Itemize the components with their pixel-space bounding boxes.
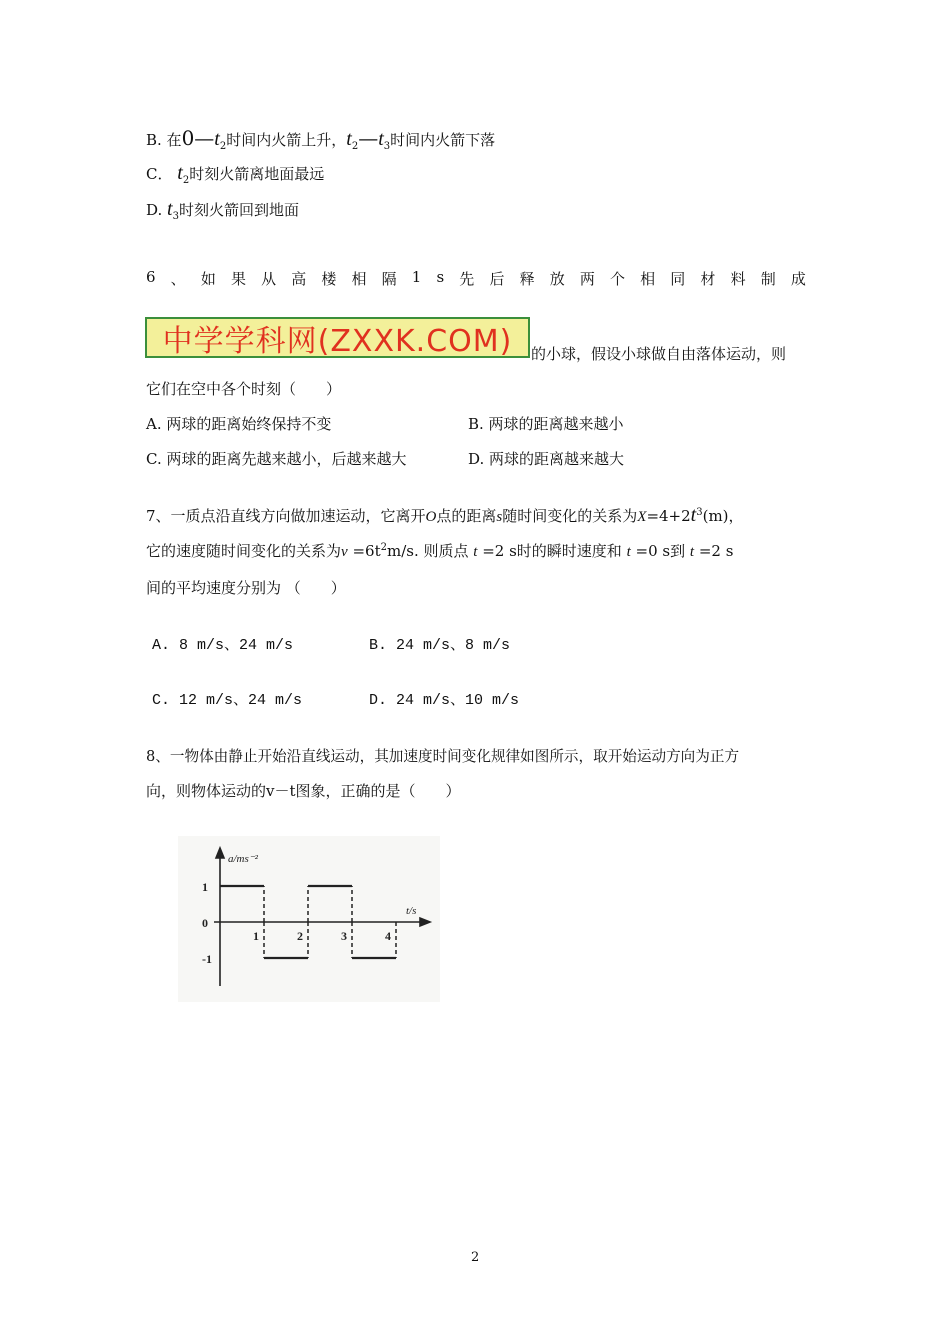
q6-stem-char: 如 bbox=[200, 270, 216, 288]
q6-stem-char: 相 bbox=[351, 270, 367, 288]
q7-stem-line3: 间的平均速度分别为 （ ） bbox=[146, 579, 346, 597]
x-axis-arrow bbox=[420, 918, 430, 926]
q6-stem-char: 从 bbox=[261, 270, 277, 288]
q6-stem-char: 1 bbox=[411, 268, 422, 286]
q7-option-a: A. 8 m/s、24 m/s bbox=[152, 637, 294, 654]
q6-stem-char: 6 bbox=[146, 268, 156, 286]
q7-option-d: D. 24 m/s、10 m/s bbox=[369, 692, 520, 709]
q8-stem-line1: 8、一物体由静止开始沿直线运动，其加速度时间变化规律如图所示，取开始运动方向为正方 bbox=[146, 748, 740, 765]
y-tick-label: -1 bbox=[202, 952, 212, 966]
q8-stem-line2: 向，则物体运动的v－t图象，正确的是（ ） bbox=[146, 782, 461, 800]
q7-stem-line1: 7、一质点沿直线方向做加速运动，它离开O点的距离s随时间变化的关系为$X=4+2t^3(m)$， bbox=[146, 504, 744, 526]
q5-option-d: D. $t_3$时刻火箭回到地面 bbox=[146, 198, 299, 222]
q7-option-c: C. 12 m/s、24 m/s bbox=[152, 692, 303, 709]
q6-stem-char: 成 bbox=[790, 270, 806, 288]
q5-option-c: C． $t_2$时刻火箭离地面最远 bbox=[146, 162, 325, 186]
q6-option-b: B. 两球的距离越来越小 bbox=[468, 415, 624, 433]
q6-stem-line3: 它们在空中各个时刻（ ） bbox=[146, 380, 342, 398]
q6-stem-line2: 的小球，假设小球做自由落体运动，则 bbox=[531, 345, 787, 363]
q6-stem-char: 相 bbox=[640, 270, 656, 288]
acceleration-time-graph bbox=[178, 836, 440, 1002]
q7-option-b: B. 24 m/s、8 m/s bbox=[369, 637, 511, 654]
q7-stem-line2: 它的速度随时间变化的关系为$v =6t^2m/s$. 则质点 t =2 s时的瞬时速度和 t =0 s到 t =2 s bbox=[146, 542, 734, 560]
q6-stem-char: 释 bbox=[519, 270, 535, 288]
q6-option-d: D. 两球的距离越来越大 bbox=[468, 450, 625, 468]
x-tick-label: 3 bbox=[341, 929, 347, 943]
q6-option-a: A. 两球的距离始终保持不变 bbox=[146, 415, 332, 433]
x-tick-label: 1 bbox=[253, 929, 259, 943]
q6-stem-char: 材 bbox=[700, 270, 716, 288]
q6-stem-char: 后 bbox=[489, 270, 505, 288]
q6-stem-char: 放 bbox=[549, 270, 565, 288]
q6-stem-char: 隔 bbox=[381, 270, 397, 288]
q6-stem-char: 料 bbox=[730, 270, 746, 288]
y-axis-arrow bbox=[216, 848, 224, 858]
y-axis-label: a/ms⁻² bbox=[228, 853, 258, 865]
q6-stem-char: 、 bbox=[170, 270, 186, 288]
x-axis-label: t/s bbox=[406, 905, 417, 917]
y-tick-label: 0 bbox=[202, 916, 208, 930]
q6-stem-char: 楼 bbox=[321, 270, 337, 288]
y-tick-label: 1 bbox=[202, 880, 208, 894]
q6-stem-char: 果 bbox=[230, 270, 246, 288]
q6-stem-char: 高 bbox=[291, 270, 307, 288]
q6-stem-char: 先 bbox=[459, 270, 475, 288]
q6-stem-char: 制 bbox=[760, 270, 776, 288]
q6-stem-line1 bbox=[146, 268, 806, 289]
x-tick-label: 2 bbox=[297, 929, 303, 943]
q6-stem-char: 同 bbox=[670, 270, 686, 288]
q6-stem-char: 个 bbox=[610, 270, 626, 288]
x-tick-label: 4 bbox=[385, 929, 391, 943]
q6-stem-char: 两 bbox=[579, 270, 595, 288]
q5-option-b: B. 在$0—t_2$时间内火箭上升，$t_2—t_3$时间内火箭下落 bbox=[146, 126, 496, 152]
q6-option-c: C. 两球的距离先越来越小，后越来越大 bbox=[146, 450, 407, 468]
q6-stem-char: s bbox=[436, 268, 445, 286]
page-number: 2 bbox=[471, 1250, 480, 1265]
watermark-logo: 中学学科网(ZXXK.COM) bbox=[145, 317, 530, 358]
